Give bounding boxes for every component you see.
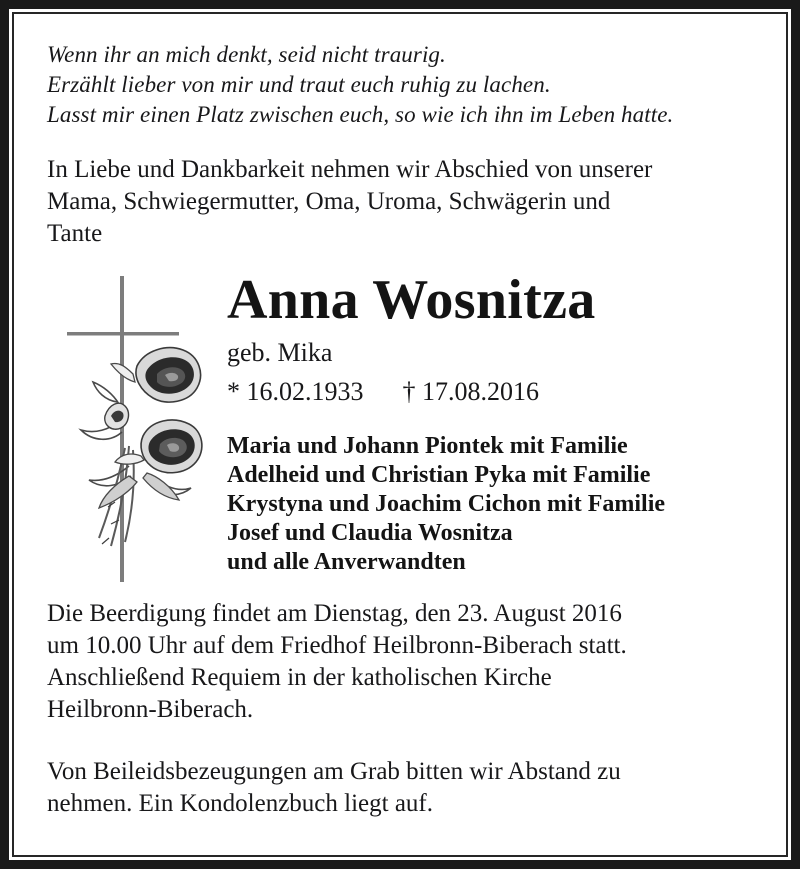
funeral-info <box>47 598 754 726</box>
survivor-line: Maria und Johann Piontek mit Familie <box>227 433 628 459</box>
epigraph-line: Lasst mir einen Platz zwischen euch, so wie ich ihn im Leben hatte. <box>47 102 674 127</box>
survivors-list <box>227 432 754 577</box>
intro-line: Mama, Schwiegermutter, Oma, Uroma, Schwägerin und <box>47 188 611 215</box>
center-zone <box>47 270 754 592</box>
intro-text <box>47 154 754 250</box>
condolence-info-line: nehmen. Ein Kondolenzbuch liegt auf. <box>47 790 433 817</box>
funeral-info-line: um 10.00 Uhr auf dem Friedhof Heilbronn-Biberach statt. <box>47 632 627 659</box>
funeral-info-line: Heilbronn-Biberach. <box>47 696 254 723</box>
condolence-info-line: Von Beileidsbezeugungen am Grab bitten wir Abstand zu <box>47 758 621 785</box>
intro-line: In Liebe und Dankbarkeit nehmen wir Abschied von unserer <box>47 156 653 183</box>
epigraph-line: Wenn ihr an mich denkt, seid nicht traurig. <box>47 42 446 67</box>
survivor-line: und alle Anverwandten <box>227 549 466 575</box>
epigraph-line: Erzählt lieber von mir und traut euch ruhig zu lachen. <box>47 72 551 97</box>
birth-date: * 16.02.1933 <box>227 377 364 406</box>
survivor-line: Krystyna und Joachim Cichon mit Familie <box>227 491 666 517</box>
life-dates <box>227 376 754 408</box>
frame-inner-gap <box>9 9 791 860</box>
deceased-name: Anna Wosnitza <box>227 269 596 331</box>
death-date: † 17.08.2016 <box>402 377 539 406</box>
intro-line: Tante <box>47 220 103 247</box>
funeral-info-line: Die Beerdigung findet am Dienstag, den 23. August 2016 <box>47 600 622 627</box>
survivor-line: Josef und Claudia Wosnitza <box>227 520 513 546</box>
epigraph <box>47 40 754 130</box>
funeral-info-line: Anschließend Requiem in der katholischen Kirche <box>47 664 552 691</box>
obituary-content <box>14 14 786 855</box>
cross-with-roses-icon <box>59 270 211 588</box>
maiden-name: geb. Mika <box>227 338 333 367</box>
obituary-card <box>12 12 788 857</box>
name-block <box>227 270 754 577</box>
condolence-info <box>47 756 754 820</box>
survivor-line: Adelheid und Christian Pyka mit Familie <box>227 462 651 488</box>
